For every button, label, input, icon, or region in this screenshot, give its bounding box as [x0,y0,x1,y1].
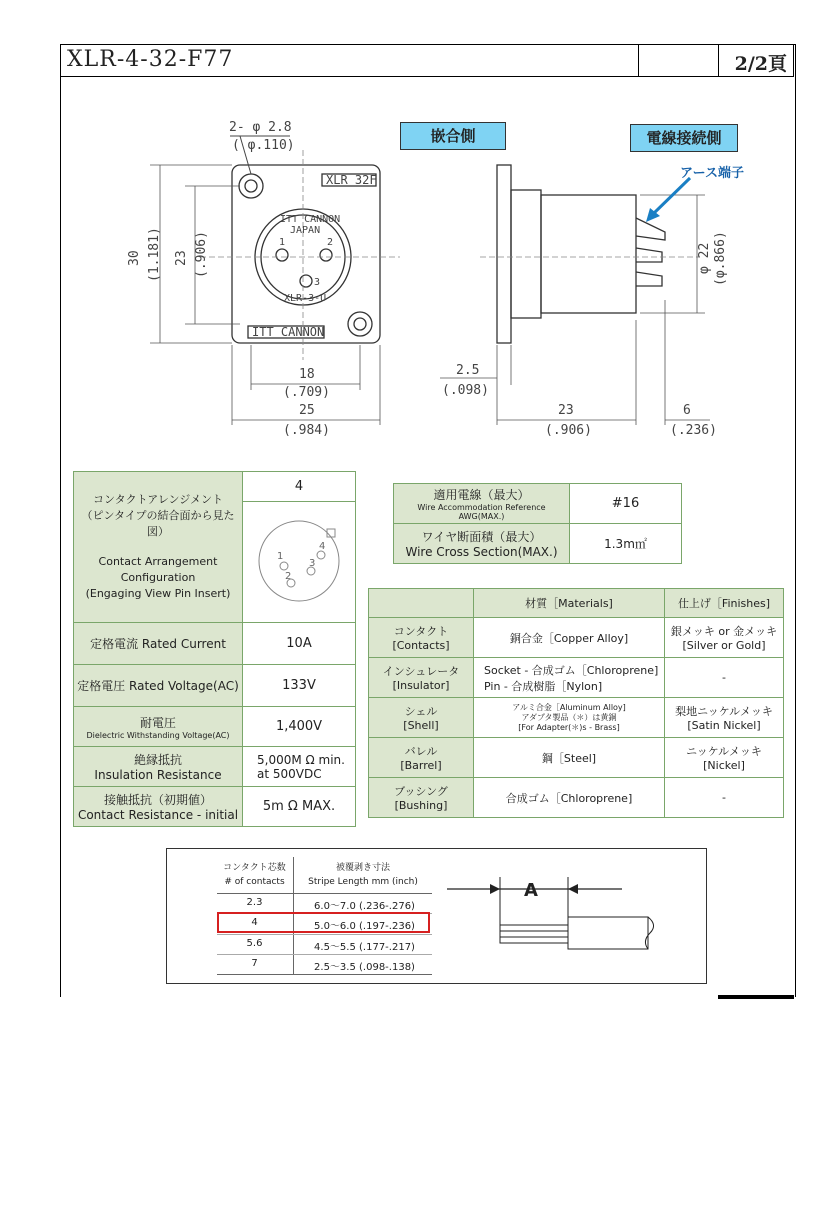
ground-arrow [652,178,690,215]
dim-2-5-in: (.098) [442,383,489,398]
wire-section-jp: ワイヤ断面積（最大） [421,530,542,544]
arrangement-label [74,472,243,623]
dim-22-in: (φ.866) [713,231,728,286]
part-barrel-jp: バレル [404,745,438,758]
dim-30-in: (1.181) [147,227,162,282]
finish-contacts-1: 銀メッキ or 金メッキ [670,625,778,638]
dielectric-en: Dielectric Withstanding Voltage(AC) [86,730,230,740]
mating-side-tag: 嵌合側 [400,122,506,150]
material-shell-3: [For Adapter(＊)s - Brass] [518,722,620,732]
contact-resistance-en: Contact Resistance - initial [77,808,239,822]
strip-row-n: 5.6 [246,938,263,949]
part-barrel [369,738,474,778]
dim-23b: 23 [558,403,574,418]
dielectric-label [74,707,243,747]
strip-h1-en: # of contacts [224,877,285,887]
part-insulator-jp: インシュレータ [382,665,460,678]
pin-2: 2 [285,570,292,582]
materials-header-blank [369,589,474,618]
finish-contacts [665,618,784,658]
rated-voltage-label: 定格電圧 Rated Voltage(AC) [74,665,243,707]
wire-side-tag: 電線接続側 [630,124,738,152]
dim-23: 23 [174,250,189,266]
wire-awg-value: #16 [570,484,682,524]
material-bushing: 合成ゴム［Chloroprene] [474,778,665,818]
dim-18: 18 [299,367,315,382]
strip-row-len: 4.5～5.5 (.177-.217) [314,942,415,953]
strip-h1-jp: コンタクト芯数 [223,863,286,873]
material-insulator-1: Socket - 合成ゴム［Chloroprene] [484,663,659,677]
part-shell-jp: シェル [404,705,438,718]
arrangement-value: 4 [243,472,356,502]
side-view [497,165,665,343]
strip-row-len: 2.5～3.5 (.098-.138) [314,962,415,973]
spec-table [73,471,356,827]
part-insulator-en: [Insulator] [392,679,450,692]
dim-18-in: (.709) [283,385,330,400]
part-contacts-en: [Contacts] [392,639,450,652]
dielectric-jp: 耐電圧 [139,715,176,730]
dim-30: 30 [127,250,142,266]
marker-a: A [524,880,538,901]
finishes-header: 仕上げ［Finishes] [665,589,784,618]
finish-barrel-1: ニッケルメッキ [686,745,762,758]
bottom-bar [718,995,794,999]
logo-line1: ITT CANNON [280,214,341,225]
strip-rule [217,893,432,894]
part-bushing-jp: ブッシング [394,785,448,798]
insulation-en: Insulation Resistance [94,768,222,782]
dim-25: 25 [299,403,315,418]
strip-rule [217,954,432,955]
page-number: 2/2頁 [734,53,787,75]
finish-shell-2: [Satin Nickel] [687,719,761,732]
rated-current-label: 定格電流 Rated Current [74,623,243,665]
dielectric-value: 1,400V [243,707,356,747]
strip-row-n: 4 [251,917,258,928]
logo-line3: XLR-3-U [284,293,327,304]
insulation-label [74,747,243,787]
document-id: XLR-4-32-F77 [67,47,234,72]
part-contacts-jp: コンタクト [393,625,449,638]
dim-6: 6 [683,403,691,418]
material-insulator-2: Pin - 合成樹脂［Nylon] [484,679,603,693]
part-bushing-en: [Bushing] [394,799,448,812]
hole-dim-in: ( φ.110) [232,138,295,153]
material-shell [474,698,665,738]
hole-dim: 2- φ 2.8 [229,120,292,135]
dim-23-in: (.906) [194,231,209,278]
strip-row-n: 7 [251,958,258,969]
strip-rule [217,974,432,975]
pin-3-label: 3 [314,277,321,288]
wire-table [393,483,682,564]
contact-resistance-value: 5m Ω MAX. [243,787,356,827]
part-bushing [369,778,474,818]
rated-voltage-value: 133V [243,665,356,707]
strip-h2-jp: 被覆剥き寸法 [335,863,390,873]
strip-header-length [294,861,432,889]
pin-1-label: 1 [279,237,286,248]
pin-2-label: 2 [327,237,334,248]
arrangement-en1: Contact Arrangement [98,555,218,568]
highlight-box [217,912,430,933]
material-contacts: 銅合金［Copper Alloy] [474,618,665,658]
arrangement-jp2: （ピンタイプの結合面から見た図） [81,509,235,538]
strip-header-contacts [217,861,292,889]
pin-diagram [243,502,356,623]
strip-h2-en: Stripe Length mm (inch) [308,877,418,887]
pin-insert-icon [249,511,349,611]
arrangement-en2: Configuration [120,571,196,584]
wire-section-value: 1.3m㎡ [570,524,682,564]
materials-table [368,588,784,818]
contact-resistance-label [74,787,243,827]
pin-4: 4 [319,540,326,552]
part-contacts [369,618,474,658]
strip-row-n: 2.3 [246,897,263,908]
wire-awg-en: Wire Accommodation Reference AWG(MAX.) [417,503,546,521]
insulation-value1: 5,000M Ω min. [257,752,345,767]
arrangement-jp1: コンタクトアレンジメント [93,493,223,506]
wire-awg-jp: 適用電線（最大） [433,488,530,502]
part-barrel-en: [Barrel] [400,759,442,772]
dim-23b-in: (.906) [545,423,592,438]
rated-current-value: 10A [243,623,356,665]
insulation-value2: at 500VDC [257,766,322,781]
marking-bottom: ITT CANNON [252,325,325,339]
material-barrel: 鋼［Steel] [474,738,665,778]
strip-rule [217,934,432,935]
material-shell-1: アルミ合金［Aluminum Alloy] [512,702,626,712]
wire-section-en: Wire Cross Section(MAX.) [405,545,558,559]
wire-strip-diagram [442,869,672,959]
dim-22: φ 22 [697,242,712,274]
material-insulator [474,658,665,698]
wire-awg-label [394,484,570,524]
arrangement-en3: (Engaging View Pin Insert) [85,587,231,600]
dim-25-in: (.984) [283,423,330,438]
dim-6-in: (.236) [670,423,717,438]
front-view [232,165,380,343]
part-insulator [369,658,474,698]
finish-barrel [665,738,784,778]
insulation-jp: 絶縁抵抗 [133,753,182,767]
ground-terminal-label: アース端子 [680,166,744,181]
finish-shell [665,698,784,738]
part-shell [369,698,474,738]
wire-section-label [394,524,570,564]
strip-row-len: 5.0～6.0 (.197-.236) [314,921,415,932]
finish-bushing: - [665,778,784,818]
strip-row-len: 6.0～7.0 (.236-.276) [314,901,415,912]
part-shell-en: [Shell] [403,719,439,732]
finish-insulator: - [665,658,784,698]
finish-contacts-2: [Silver or Gold] [682,639,766,652]
connector-drawing [0,0,827,470]
insulation-value [243,747,356,787]
marking-top: XLR 32F [326,173,377,187]
finish-barrel-2: [Nickel] [703,759,745,772]
materials-header: 材質［Materials] [474,589,665,618]
strip-length-box [166,848,707,984]
pin-1: 1 [277,550,284,562]
material-shell-2: アダプタ製品（＊）は黄銅 [521,712,617,722]
dim-2-5: 2.5 [456,363,480,378]
contact-resistance-jp: 接触抵抗（初期値） [103,793,212,807]
logo-line2: JAPAN [290,225,321,236]
pin-3: 3 [309,557,316,569]
finish-shell-1: 梨地ニッケルメッキ [675,705,773,718]
